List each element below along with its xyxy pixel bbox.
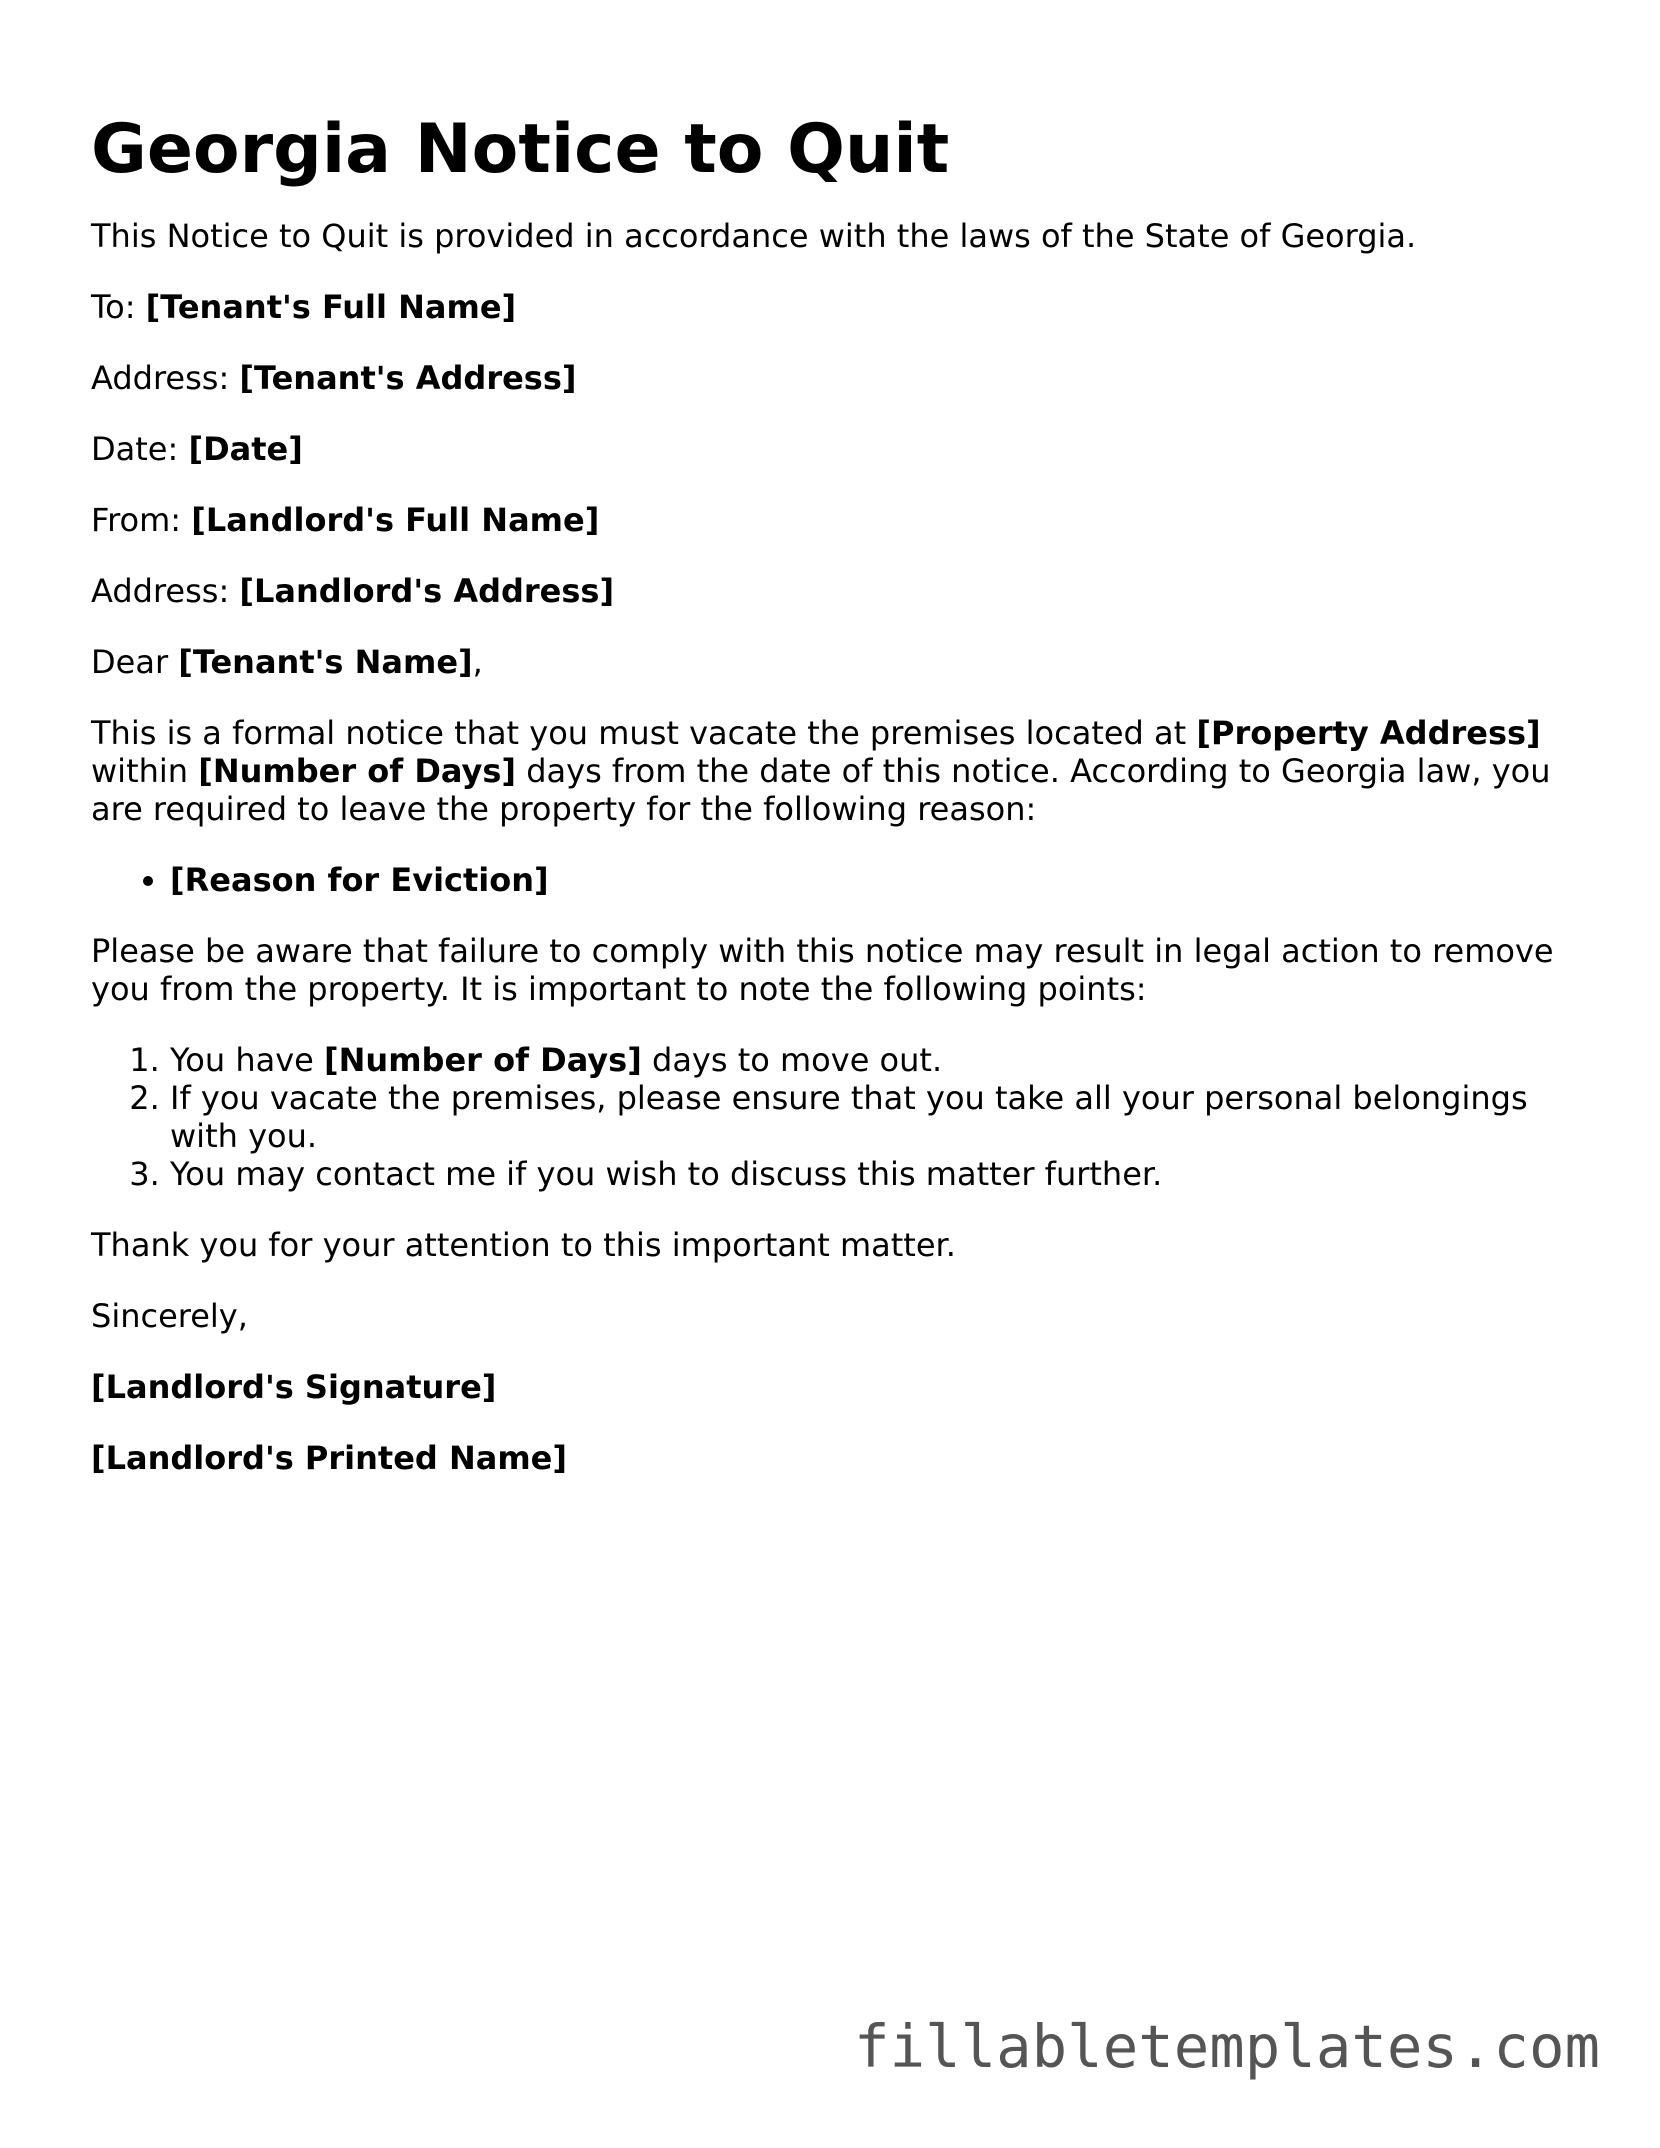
list-item (170, 1041, 1571, 1079)
salutation-suffix: , (472, 643, 483, 681)
list-item: 3. You may contact me if you wish to discuss this matter further. (170, 1155, 1571, 1193)
landlord-printed-name: [Landlord's Printed Name] (91, 1439, 567, 1477)
salutation-name: [Tenant's Name] (178, 643, 473, 681)
notice-text-3: days from the date of this notice. According to Georgia law, you are required to leave the property for the following reason: (91, 752, 1551, 828)
notice-text-2: within (91, 752, 199, 790)
tenant-address-label: Address: (91, 359, 240, 397)
landlord-address-field (91, 572, 1571, 610)
document-page (91, 110, 1571, 1510)
reason-for-eviction: [Reason for Eviction] (170, 861, 549, 899)
from-field (91, 501, 1571, 539)
notice-text-1: This is a formal notice that you must vacate the premises located at (91, 714, 1197, 752)
point-1-prefix: You have (170, 1041, 325, 1079)
points-list (91, 1041, 1571, 1193)
tenant-address-field (91, 359, 1571, 397)
date-field (91, 430, 1571, 468)
point-1-suffix: days to move out. (641, 1041, 943, 1079)
tenant-address: [Tenant's Address] (239, 359, 577, 397)
number-of-days: [Number of Days] (198, 752, 517, 790)
watermark: fillabletemplates.com (854, 2012, 1600, 2081)
salutation (91, 643, 1571, 681)
intro-paragraph: This Notice to Quit is provided in accordance with the laws of the State of Georgia. (91, 217, 1417, 255)
warning-paragraph: Please be aware that failure to comply with this notice may result in legal action to remove you from the property. It is important to note the following points: (91, 932, 1554, 1008)
salutation-prefix: Dear (91, 643, 179, 681)
tenant-full-name: [Tenant's Full Name] (145, 288, 517, 326)
point-1-days: [Number of Days] (324, 1041, 642, 1079)
thanks-paragraph: Thank you for your attention to this important matter. (91, 1226, 956, 1264)
property-address: [Property Address] (1196, 714, 1541, 752)
from-label: From: (91, 501, 192, 539)
landlord-full-name: [Landlord's Full Name] (191, 501, 600, 539)
landlord-address: [Landlord's Address] (239, 572, 615, 610)
to-field (91, 288, 1571, 326)
landlord-signature: [Landlord's Signature] (91, 1368, 497, 1406)
to-label: To: (91, 288, 146, 326)
notice-paragraph (91, 714, 1571, 828)
list-item (170, 861, 1571, 899)
date-value: [Date] (188, 430, 303, 468)
date-label: Date: (91, 430, 189, 468)
list-item: 2. If you vacate the premises, please ensure that you take all your personal belongings with you. (170, 1079, 1571, 1155)
reason-list (91, 861, 1571, 899)
landlord-address-label: Address: (91, 572, 240, 610)
page-title: Georgia Notice to Quit (91, 110, 950, 189)
closing: Sincerely, (91, 1297, 248, 1335)
